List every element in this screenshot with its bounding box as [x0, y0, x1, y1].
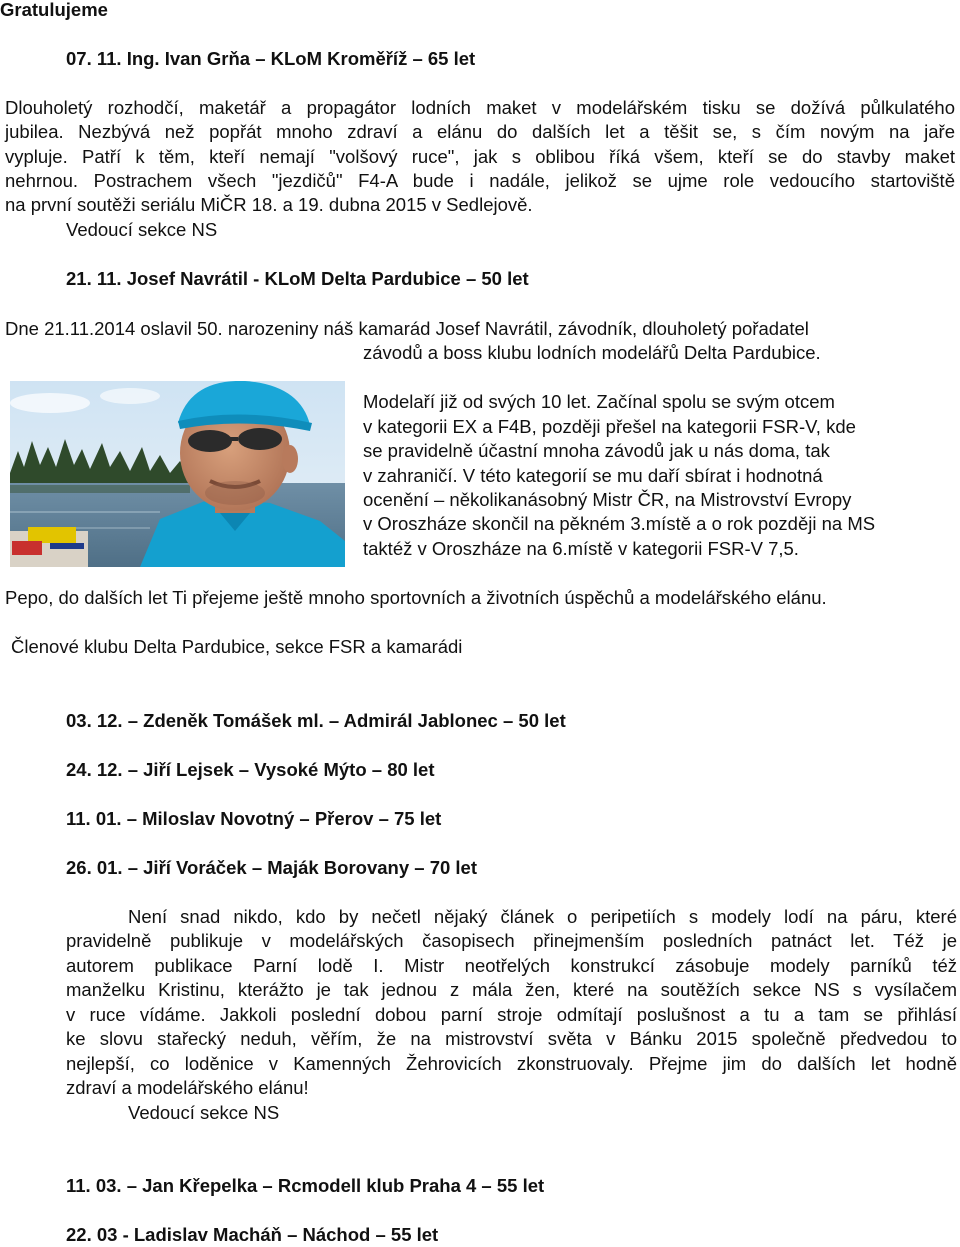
entry-text-line: jubilea. Nezbývá než popřát mnoho zdraví a elánu do dalších let a těšit se, s čím novým na jaře: [5, 121, 955, 142]
entry-text-line: zdraví a modelářského elánu!: [66, 1077, 309, 1098]
entry-title-grna: 07. 11. Ing. Ivan Grňa – KLoM Kroměříž – 65 let: [66, 48, 476, 69]
entry-text-line: Dlouholetý rozhodčí, maketář a propagátor lodních maket v modelářském tisku se dožívá půlkulatého: [5, 97, 955, 118]
entry-text-line: Není snad nikdo, kdo by nečetl nějaký článek o peripetiích s modely lodí na páru, které: [128, 906, 957, 927]
signature: Vedoucí sekce NS: [66, 219, 218, 240]
entry-text-line: závodů a boss klubu lodních modelářů Delta Pardubice.: [363, 342, 821, 363]
wish-line: Pepo, do dalších let Ti přejeme ještě mnoho sportovních a životních úspěchů a modelářského elánu.: [5, 587, 827, 608]
photo-side-line: Modelaří již od svých 10 let. Začínal spolu se svým otcem: [363, 391, 835, 412]
entry-title-voracek: 26. 01. – Jiří Voráček – Maják Borovany – 70 let: [66, 857, 478, 878]
entry-text-line: ke slovu stařecký neduh, věřím, že na mistrovství světa v Bánku 2015 společně předvedou to: [66, 1028, 957, 1049]
portrait-photo: [10, 381, 345, 567]
entry-text-line: manželku Kristinu, kterážto je tak jednou z mála žen, které na soutěžích sekce NS s vysílačem: [66, 979, 957, 1000]
entry-title-lejsek: 24. 12. – Jiří Lejsek – Vysoké Mýto – 80 let: [66, 759, 435, 780]
photo-side-line: v Oroszháze skončil na pěkném 3.místě a o rok později na MS: [363, 513, 876, 534]
entry-title-tomasek: 03. 12. – Zdeněk Tomášek ml. – Admirál Jablonec – 50 let: [66, 710, 566, 731]
photo-side-line: ocenění – několikanásobný Mistr ČR, na Mistrovství Evropy: [363, 489, 852, 510]
entry-title-novotny: 11. 01. – Miloslav Novotný – Přerov – 75 let: [66, 808, 442, 829]
entry-text-line: na první soutěži seriálu MiČR 18. a 19. dubna 2015 v Sedlejově.: [5, 194, 533, 215]
entry-text-line: pravidelně publikuje v modelářských časopisech přinejmenším posledních patnáct let. Též je: [66, 930, 957, 951]
photo-side-line: v zahraničí. V této kategorií se mu daří sbírat i hodnotná: [363, 465, 823, 486]
photo-side-line: v kategorii EX a F4B, později přešel na kategorii FSR-V, kde: [363, 416, 856, 437]
entry-title-machan: 22. 03 - Ladislav Macháň – Náchod – 55 let: [66, 1224, 439, 1245]
page-heading: Gratulujeme: [0, 0, 108, 20]
entry-title-navratil: 21. 11. Josef Navrátil - KLoM Delta Pardubice – 50 let: [66, 268, 529, 289]
signature: Členové klubu Delta Pardubice, sekce FSR a kamarádi: [11, 636, 463, 657]
photo-side-line: se pravidelně účastní mnoha závodů jak u nás doma, tak: [363, 440, 830, 461]
entry-text-line: vypluje. Patří k těm, kteří nemají "volšový ruce", jak s oblibou říká všem, kteří se do stavby maket: [5, 146, 955, 167]
entry-text-line: Dne 21.11.2014 oslavil 50. narozeniny náš kamarád Josef Navrátil, závodník, dlouholetý pořadatel: [5, 318, 809, 339]
signature: Vedoucí sekce NS: [128, 1102, 280, 1123]
entry-text-line: nejlepší, co loděnice v Kamenných Žehrovicích zkonstruovaly. Přejme jim do dalších let hodně: [66, 1053, 957, 1074]
entry-title-krepelka: 11. 03. – Jan Křepelka – Rcmodell klub Praha 4 – 55 let: [66, 1175, 545, 1196]
entry-text-line: autorem publikace Parní lodě I. Mistr neotřelých konstrukcí zásobuje modely parníků též: [66, 955, 957, 976]
photo-side-line: taktéž v Oroszháze na 6.místě v kategorii FSR-V 7,5.: [363, 538, 799, 559]
entry-text-line: v ruce vídáme. Jakkoli poslední dobou parní stroje odmítají poslušnost a tu a tam se přihlásí: [66, 1004, 957, 1025]
entry-text-line: nehrnou. Postrachem všech "jezdičů" F4-A bude i nadále, jelikož se ujme role vedoucího startoviště: [5, 170, 955, 191]
